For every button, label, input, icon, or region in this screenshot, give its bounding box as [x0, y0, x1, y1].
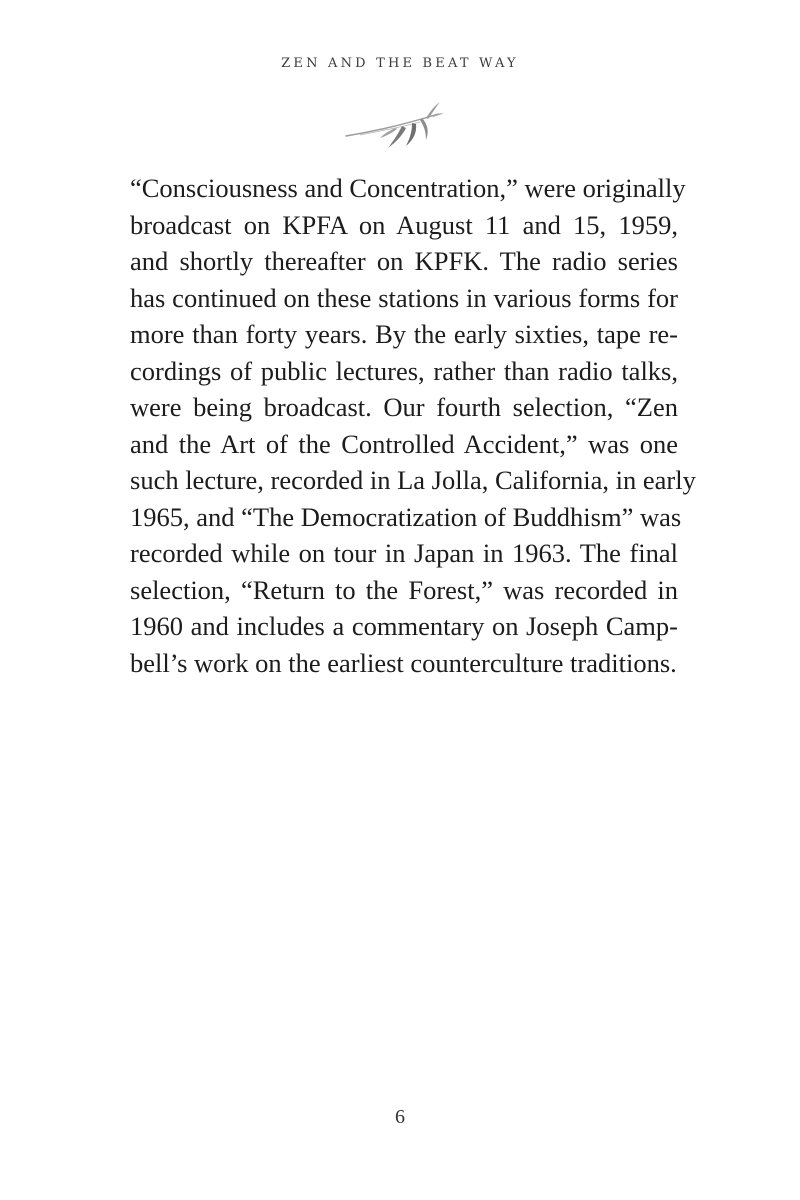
- text-line: “Consciousness and Concentration,” were originally: [130, 173, 686, 203]
- text-line: recorded while on tour in Japan in 1963. The final: [130, 538, 678, 568]
- text-line: were being broadcast. Our fourth selection, “Zen: [130, 392, 678, 422]
- text-line: has continued on these stations in various forms for: [130, 282, 678, 313]
- text-line: 1965, and “The Democratization of Buddhism” was: [130, 501, 682, 532]
- text-line: selection, “Return to the Forest,” was recorded in: [130, 574, 678, 605]
- text-line: 1960 and includes a commentary on Joseph Camp-: [130, 611, 678, 641]
- bamboo-branch-icon: [340, 96, 450, 156]
- text-line: such lecture, recorded in La Jolla, California, in early: [130, 465, 696, 495]
- text-line: and the Art of the Controlled Accident,” was one: [130, 428, 678, 459]
- page-number: 6: [395, 1106, 405, 1128]
- text-line: cordings of public lectures, rather than radio talks,: [130, 355, 678, 386]
- running-head: ZEN AND THE BEAT WAY: [281, 56, 519, 71]
- text-line: more than forty years. By the early sixties, tape re-: [130, 319, 678, 349]
- text-line: bell’s work on the earliest counterculture traditions.: [130, 647, 677, 678]
- body-paragraph: [130, 170, 696, 681]
- text-line: and shortly thereafter on KPFK. The radio series: [130, 246, 678, 276]
- text-line: broadcast on KPFA on August 11 and 15, 1959,: [130, 209, 678, 240]
